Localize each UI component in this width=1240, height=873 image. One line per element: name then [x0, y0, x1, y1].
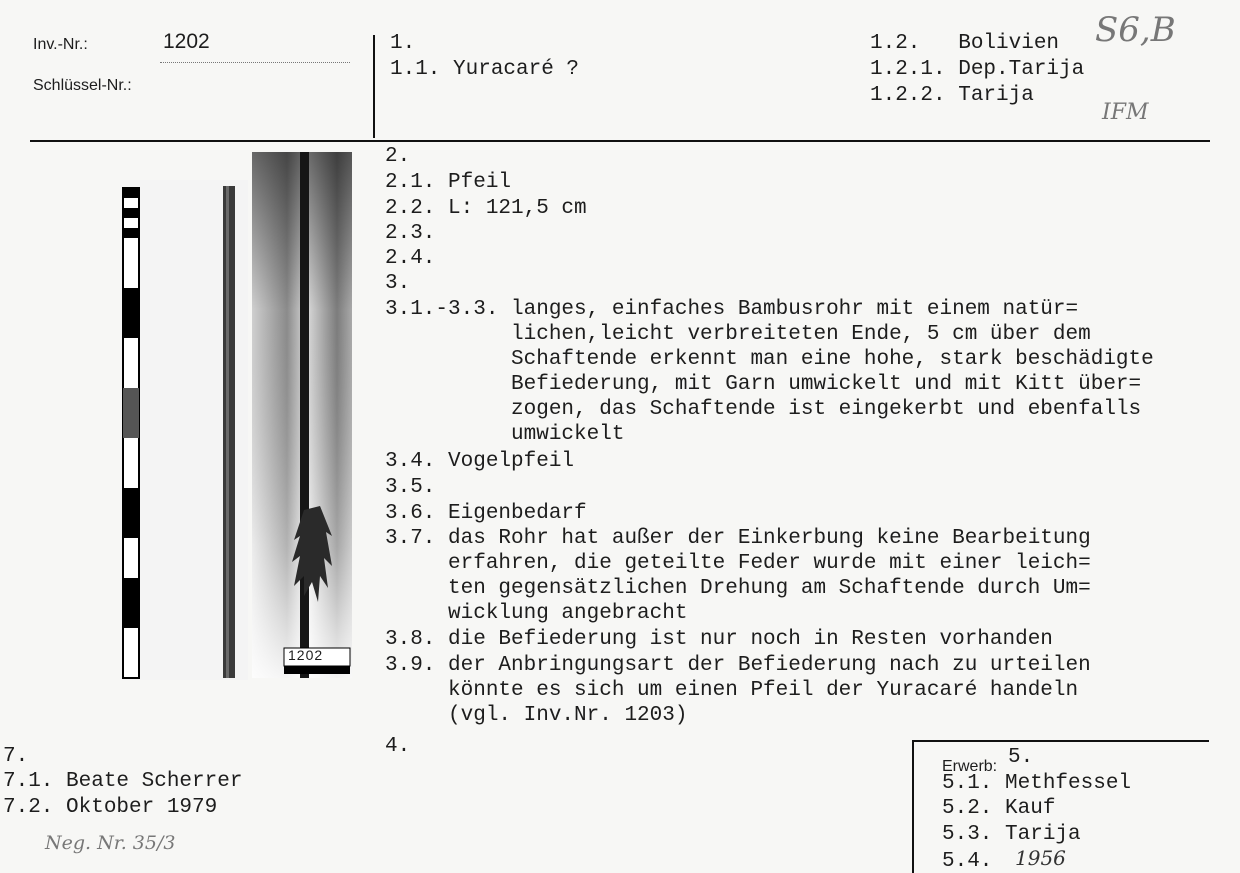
s2-line: 2. [385, 145, 411, 168]
photo-inventory-label: 1202 [288, 647, 324, 663]
section-1-2-1: 1.2.1. Dep.Tarija [870, 58, 1085, 81]
inv-number: 1202 [163, 30, 210, 53]
section-1-2-2: 1.2.2. Tarija [870, 84, 1034, 107]
s2-line: 2.1. Pfeil [385, 171, 512, 194]
erwerb-item: 5.1. Methfessel [942, 772, 1132, 795]
erwerb-number: 5. [1008, 746, 1034, 769]
inv-dotted-line [160, 62, 350, 63]
s3-line: erfahren, die geteilte Feder wurde mit einer leich= [385, 552, 1091, 575]
s3-line: 3.1.-3.3. langes, einfaches Bambusrohr mit einem natür= [385, 298, 1079, 321]
s3-line: könnte es sich um einen Pfeil der Yuracaré handeln [385, 679, 1079, 702]
s2-line: 2.3. [385, 222, 436, 245]
s3-line: 3.8. die Befiederung ist nur noch in Resten vorhanden [385, 628, 1053, 651]
s3-line: (vgl. Inv.Nr. 1203) [385, 704, 688, 727]
erwerb-top-rule [912, 740, 1209, 742]
s3-line: 3.5. [385, 476, 436, 499]
s3-line: Schaftende erkennt man eine hohe, stark beschädigte [385, 348, 1154, 371]
erwerb-item: 5.3. Tarija [942, 823, 1081, 846]
s2-line: 2.4. [385, 247, 436, 270]
s3-heading: 3. [385, 272, 411, 295]
header-vertical-divider [373, 35, 375, 138]
erwerb-item-4-number: 5.4. [942, 850, 993, 873]
object-photo [120, 150, 352, 680]
s3-line: 3.9. der Anbringungsart der Befiederung nach zu urteilen [385, 654, 1091, 677]
section-1-2: 1.2. Bolivien [870, 32, 1060, 55]
s3-line: 3.7. das Rohr hat außer der Einkerbung keine Bearbeitung [385, 527, 1091, 550]
s3-line: umwickelt [385, 423, 625, 446]
section-1: 1. [390, 32, 416, 55]
s3-line: Befiederung, mit Garn umwickelt und mit Kitt über= [385, 373, 1142, 396]
handwritten-code: S6,B [1095, 10, 1176, 50]
negative-number: Neg. Nr. 35/3 [45, 832, 176, 854]
section-4: 4. [385, 735, 411, 758]
handwritten-mark: IFM [1102, 100, 1149, 125]
s3-line: wicklung angebracht [385, 602, 688, 625]
erwerb-item: 5.2. Kauf [942, 797, 1056, 820]
erwerb-item-4-year: 1956 [1015, 846, 1066, 870]
key-label: Schlüssel-Nr.: [33, 77, 132, 94]
s2-line: 2.2. L: 121,5 cm [385, 197, 587, 220]
erwerb-left-rule [912, 740, 914, 873]
section-7-1: 7.1. Beate Scherrer [3, 770, 243, 793]
s3-line: 3.4. Vogelpfeil [385, 450, 575, 473]
s3-line: lichen,leicht verbreiteten Ende, 5 cm über dem [385, 323, 1091, 346]
arrow-photo-graphic [120, 150, 352, 680]
inv-label: Inv.-Nr.: [33, 36, 88, 53]
s3-line: 3.6. Eigenbedarf [385, 502, 587, 525]
section-7-2: 7.2. Oktober 1979 [3, 796, 218, 819]
header-horizontal-rule [30, 140, 1210, 142]
erwerb-label: Erwerb: [942, 758, 998, 775]
section-7: 7. [3, 745, 29, 768]
section-1-1: 1.1. Yuracaré ? [390, 58, 580, 81]
s3-line: zogen, das Schaftende ist eingekerbt und ebenfalls [385, 398, 1142, 421]
s3-line: ten gegensätzlichen Drehung am Schaftende durch Um= [385, 577, 1091, 600]
